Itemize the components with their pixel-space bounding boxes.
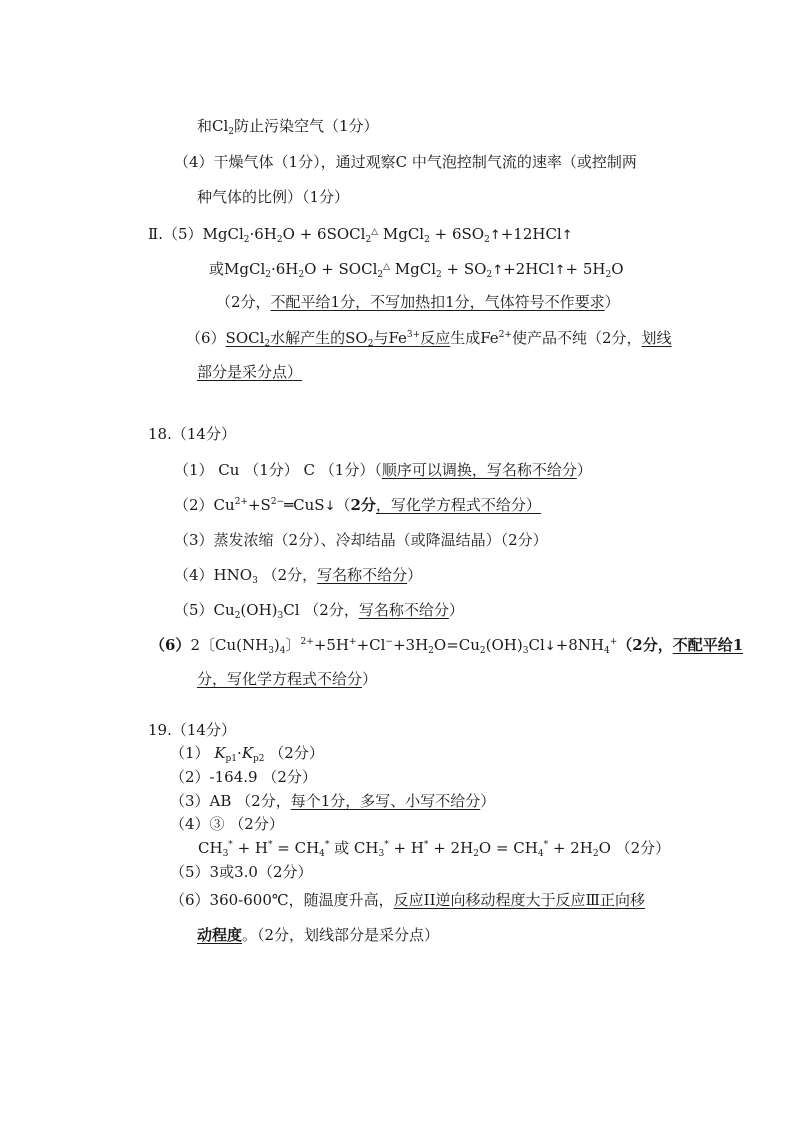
q19-a2: （2）-164.9 （2分） [170,768,317,786]
q17-line-4-cont: 种气体的比例）（1分） [197,188,350,206]
q19-a6-cont: 动程度。（2分，划线部分是采分点） [197,926,440,944]
q18-a3: （3）蒸发浓缩（2分）、冷却结晶（或降温结晶）（2分） [174,531,548,549]
q19-a6: （6）360-600℃，随温度升高，反应II逆向移动程度大于反应Ⅲ正向移 [170,891,645,909]
q17-line-4: （4）干燥气体（1分），通过观察C 中气泡控制气流的速率（或控制两 [174,153,637,171]
q19-a3: （3）AB （2分，每个1分，多写、小写不给分） [170,792,496,810]
q17-note5: （2分，不配平给1分，不写加热扣1分，气体符号不作要求） [216,293,620,311]
q18-a1: （1） Cu （1分） C （1分）（顺序可以调换，写名称不给分） [174,461,592,479]
q18-a5: $(5)Cu_2(OH)_3Cl$ （2分，写名称不给分） [174,601,464,621]
q18-a6-cont: 分，写化学方程式不给分） [197,670,378,688]
q19-a4-eq: $CH_3^* + H^* = CH_4^*$ 或 $CH_3^* + H^* + 2H_2O = CH_4^* + 2H_2O$ （2分） [198,839,671,859]
q17-q6: （6）SOCl$_2$水解产生的$SO_2$与$Fe^{3+}$反应生成$Fe^{2+}$使产品不纯（2分，划线 [186,329,672,349]
q17-q6-cont: 部分是采分点） [197,363,303,381]
q17-eq2: 或$MgCl_2\cdot 6H_2O$ + SOCl$_2$△ MgCl$_2$ + $SO_2↑+2HCl↑+ 5H_2O$ [209,260,624,280]
q19-a1: （1） $K_{p1}\cdot K_{p2}$ （2分） [170,744,324,764]
q19-header: 19.（14分） [148,721,236,739]
q18-a6: （6）2〔$Cu(NH_3)_4$〕$^{2+}+5H^++Cl^-+3H_2O=Cu_2(OH)_3Cl↓+8NH_4^+(2$分，不配平给1 [150,636,744,656]
q17-line-cl2: 和$Cl_2$防止污染空气（1分） [197,117,379,137]
q17-eq1: $Ⅱ.(5)MgCl_2\cdot 6H_2O$ + 6SOCl$_2$△ MgCl$_2$ + $6SO_2↑+12HCl↑$ [148,225,573,245]
q18-a4: $(4)HNO_3$ （2分，写名称不给分） [174,566,423,586]
q19-a5: （5）3或3.0（2分） [170,863,313,881]
q18-header: 18.（14分） [148,425,236,443]
q19-a4: （4）③ （2分） [170,815,284,833]
q18-a2: $(2)Cu^{2+}+S^{2-}═CuS↓(2$分，写化学方程式不给分） [174,496,541,514]
